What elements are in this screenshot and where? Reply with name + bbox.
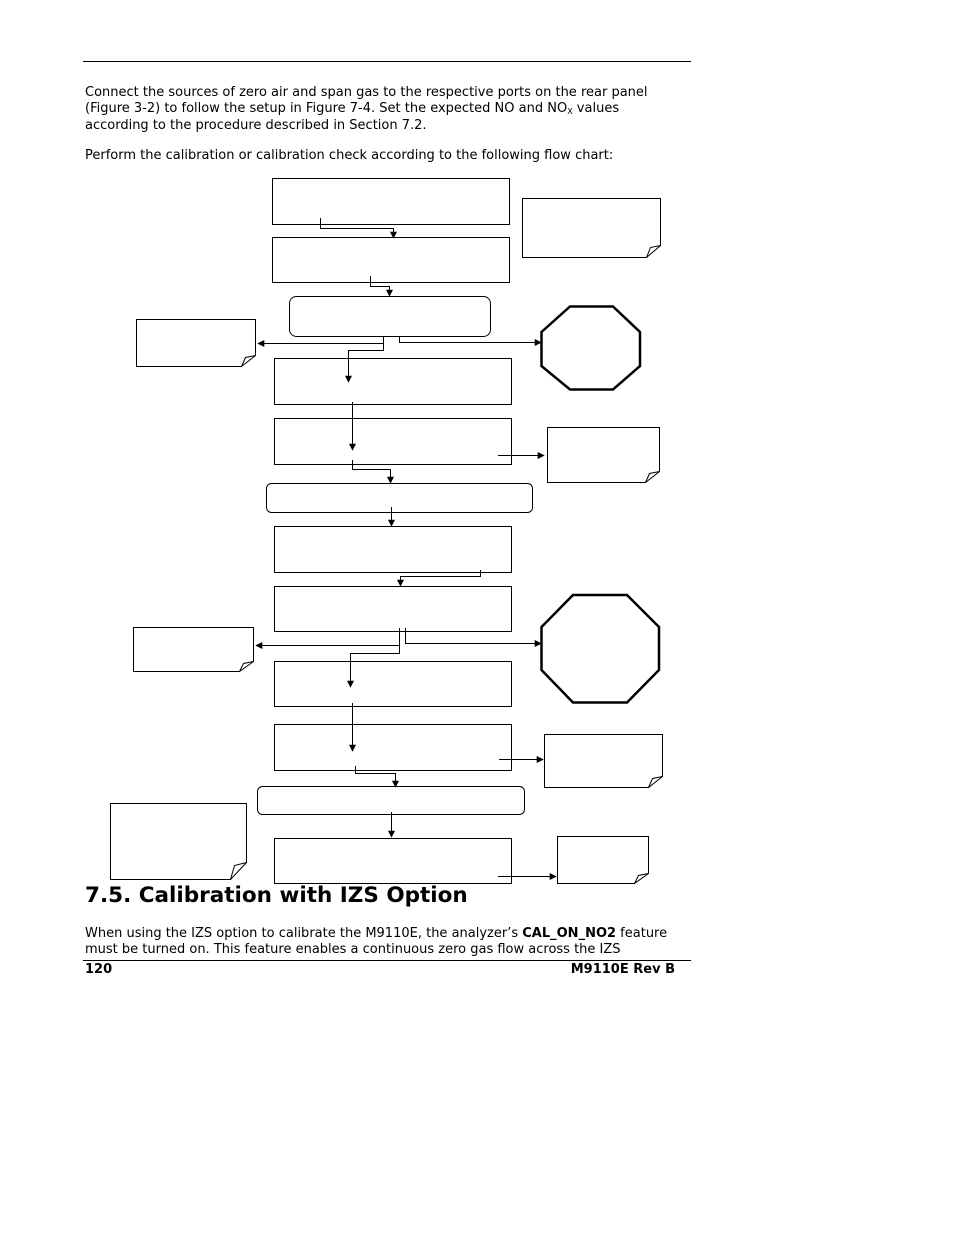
izs-paragraph <box>85 926 685 959</box>
flow-banner-2 <box>258 787 525 815</box>
flow-box-4 <box>275 419 512 465</box>
intro-line-2: (Figure 3-2) to follow the setup in Figure 7-4. Set the expected NO and $NO_X$ values <box>85 101 620 117</box>
flow-box-2 <box>273 238 510 283</box>
note-box-6 <box>111 804 247 880</box>
subscript-x: X <box>567 107 573 117</box>
note-box-4 <box>134 628 254 672</box>
section-heading: 7.5. Calibration with IZS Option <box>85 883 468 908</box>
note-box-3 <box>548 428 660 483</box>
note-box-5 <box>545 735 663 788</box>
footer-rule <box>83 960 691 961</box>
izs-line-1: When using the IZS option to calibrate the M9110E, the analyzer’s CAL_ON_NO2 feature <box>85 926 668 941</box>
cal-on-no2-keyword: CAL_ON_NO2 <box>522 926 617 941</box>
flow-banner-1 <box>267 484 533 513</box>
flow-decision-1 <box>290 297 491 337</box>
flow-box-5 <box>275 527 512 573</box>
intro-line-3: according to the procedure described in Section 7.2. <box>85 117 427 133</box>
note-box-7 <box>558 837 649 884</box>
flow-box-7 <box>275 662 512 707</box>
footer-document-id: M9110E Rev B <box>570 962 675 977</box>
izs-line-2: must be turned on. This feature enables a continuous zero gas flow across the IZS <box>85 942 621 958</box>
footer-page-number: 120 <box>85 962 113 977</box>
note-box-2 <box>137 320 256 367</box>
stop-octagon-1 <box>542 307 641 390</box>
flow-box-9 <box>275 839 512 884</box>
flow-box-1 <box>273 179 510 225</box>
intro-line-1: Connect the sources of zero air and span gas to the respective ports on the rear panel <box>85 85 648 100</box>
note-box-1 <box>523 199 661 258</box>
stop-octagon-2 <box>542 595 660 703</box>
flow-box-3 <box>275 359 512 405</box>
flow-box-6 <box>275 587 512 632</box>
flow-box-8 <box>275 725 512 771</box>
flow-intro-text: Perform the calibration or calibration check according to the following flow chart: <box>85 148 614 163</box>
